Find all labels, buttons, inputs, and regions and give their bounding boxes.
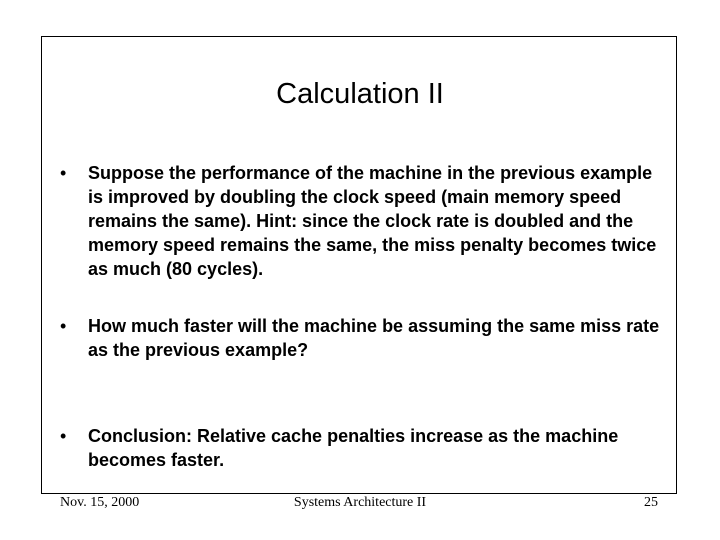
- bullet-dot-icon: •: [60, 163, 67, 183]
- bullet-item: [60, 161, 660, 281]
- slide-title: Calculation II: [276, 78, 444, 110]
- bullet-item: [60, 424, 660, 472]
- bullet-item: [60, 314, 660, 362]
- footer-date: Nov. 15, 2000: [60, 495, 140, 510]
- footer-course: Systems Architecture II: [293, 495, 427, 510]
- bullet-text: Suppose the performance of the machine in the previous example is improved by doubling the clock speed (main memory speed remains the same). Hint: since the clock rate is doubled and the memory speed remains the same, the miss penalty becomes twice as much (80 cycles).: [88, 163, 657, 279]
- footer-page-number: 25: [644, 495, 658, 510]
- bullet-dot-icon: •: [60, 316, 67, 336]
- bullet-text: How much faster will the machine be assuming the same miss rate as the previous example?: [88, 316, 660, 360]
- bullet-text: Conclusion: Relative cache penalties increase as the machine becomes faster.: [88, 426, 619, 470]
- bullet-dot-icon: •: [60, 426, 67, 446]
